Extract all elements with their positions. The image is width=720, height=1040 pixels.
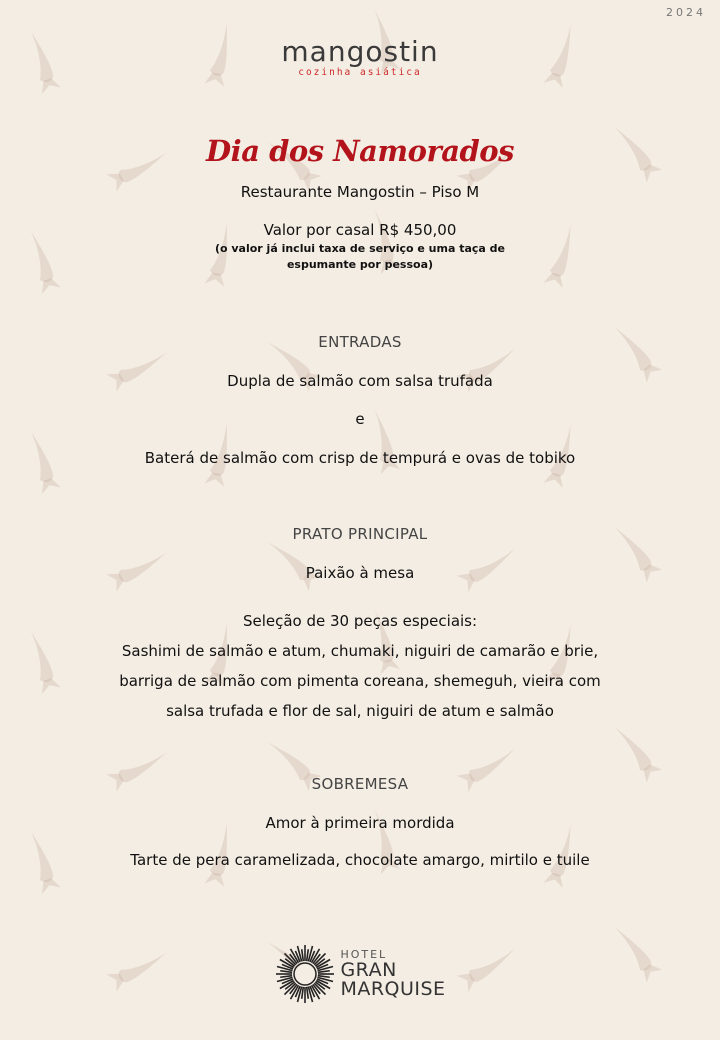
hotel-logo — [0, 943, 720, 1005]
section-heading-sobremesa: SOBREMESA — [311, 775, 409, 793]
hotel-name-line: GRAN — [340, 959, 397, 981]
menu-item: Dupla de salmão com salsa trufada — [227, 372, 493, 390]
mangostin-logo — [0, 35, 720, 78]
menu-item-description — [0, 606, 720, 726]
price-note-line: espumante por pessoa) — [286, 258, 434, 271]
menu-item-joiner: e — [355, 410, 365, 428]
menu-item: Amor à primeira mordida — [265, 814, 455, 832]
hotel-name-line: MARQUISE — [340, 978, 446, 1000]
hotel-name — [340, 949, 445, 999]
event-venue: Restaurante Mangostin – Piso M — [240, 183, 480, 201]
event-price: Valor por casal R$ 450,00 — [263, 221, 457, 239]
menu-item: Tarte de pera caramelizada, chocolate amargo, mirtilo e tuile — [130, 851, 590, 869]
description-line: barriga de salmão com pimenta coreana, shemeguh, vieira com — [119, 672, 601, 690]
menu-item: Baterá de salmão com crisp de tempurá e ovas de tobiko — [144, 449, 576, 467]
price-note — [0, 241, 720, 273]
section-heading-prato-principal: PRATO PRINCIPAL — [292, 525, 428, 543]
description-line: Seleção de 30 peças especiais: — [242, 612, 478, 630]
section-heading-entradas: ENTRADAS — [318, 333, 402, 351]
brand-tagline: cozinha asiática — [298, 67, 422, 78]
description-line: salsa trufada e flor de sal, niguiri de atum e salmão — [166, 702, 554, 720]
brand-name: mangostin — [281, 35, 439, 68]
price-note-line: (o valor já inclui taxa de serviço e uma taça de — [214, 242, 506, 255]
sunburst-logo-icon — [274, 943, 336, 1005]
hotel-name-line: HOTEL — [340, 948, 388, 961]
menu-item: Paixão à mesa — [305, 564, 415, 582]
description-line: Sashimi de salmão e atum, chumaki, niguiri de camarão e brie, — [121, 642, 599, 660]
year-label: 2024 — [666, 6, 706, 19]
event-title: Dia dos Namorados — [206, 134, 514, 168]
